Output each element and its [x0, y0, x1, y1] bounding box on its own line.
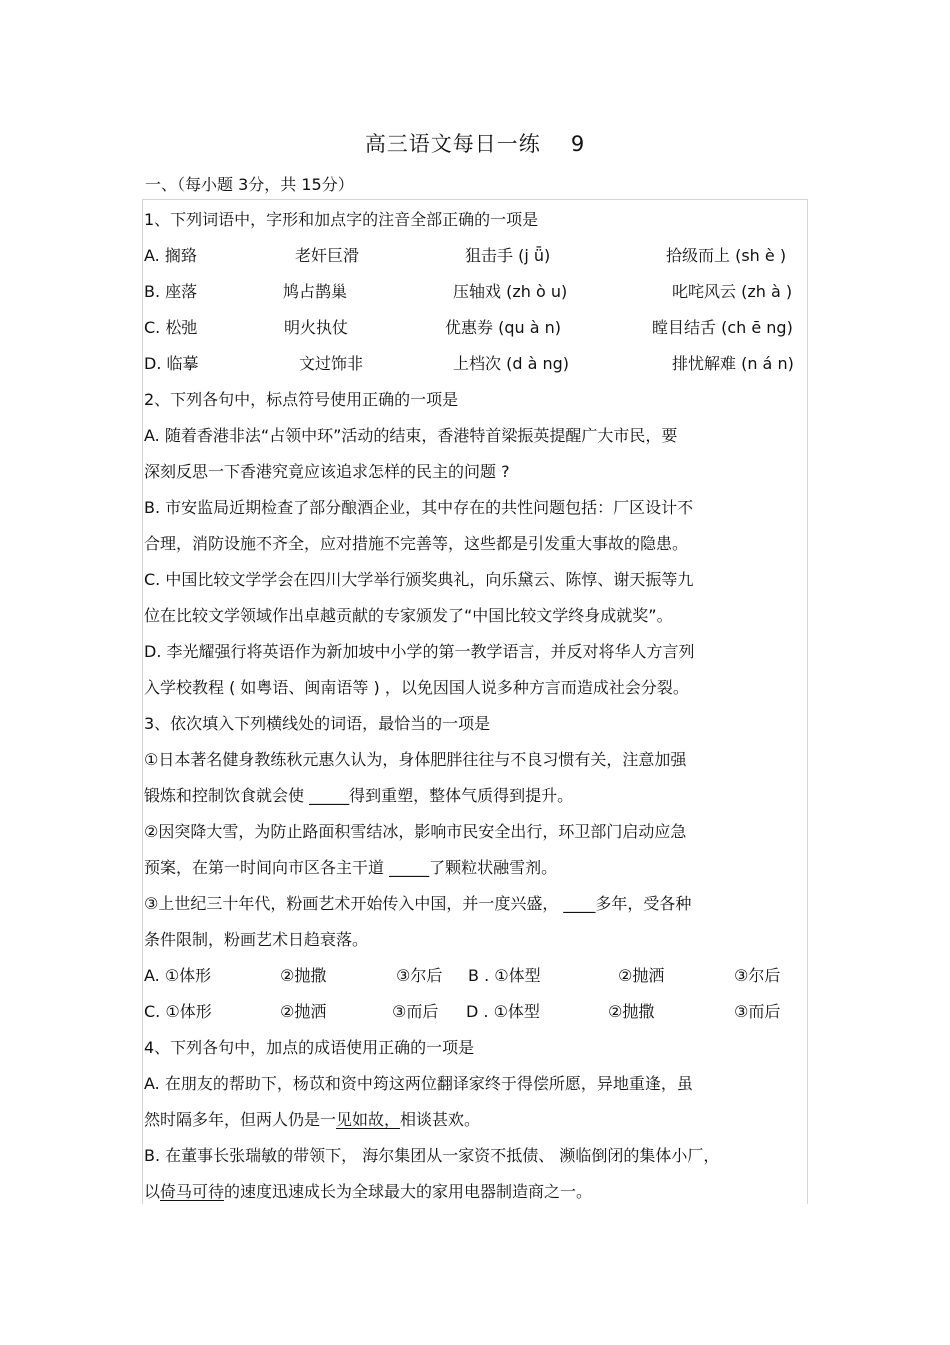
- q1-a-2: 老奸巨滑: [295, 246, 360, 265]
- q3-opt: ③尔后: [734, 966, 781, 985]
- q2-line: C. 中国比较文学学会在四川大学举行颁奖典礼，向乐黛云、陈惇、谢天振等九: [144, 570, 694, 589]
- q3-line: 锻炼和控制饮食就会使 _____得到重塑，整体气质得到提升。: [144, 786, 574, 805]
- q3-opt: D . ①体型: [466, 1002, 540, 1021]
- q4-b-line2: [144, 1181, 592, 1203]
- q3-line: 预案，在第一时间向市区各主干道 _____了颗粒状融雪剂。: [144, 858, 558, 877]
- q3-stem: 3、依次填入下列横线处的词语，最恰当的一项是: [144, 714, 491, 733]
- q4-a-idiom: 见如故，: [336, 1110, 401, 1129]
- q1-d-3: 上档次 (d à ng): [453, 354, 570, 373]
- q4-b-text: 的速度迅速成长为全球最大的家用电器制造商之一。: [224, 1182, 593, 1201]
- q1-d-4: 排忧解难 (n á n): [672, 354, 794, 373]
- q1-a-1: A. 搁臵: [144, 246, 197, 265]
- q2-line: A. 随着香港非法“占领中环”活动的结束，香港特首梁振英提醒广大市民，要: [144, 426, 678, 445]
- q3-opt: ②抛撒: [280, 966, 327, 985]
- q2-line: 入学校教程 ( 如粤语、闽南语等 ) ，以免因国人说多种方言而造成社会分裂。: [144, 678, 689, 697]
- title-text: 高三语文每日一练: [364, 132, 541, 156]
- q1-b-1: B. 座落: [144, 282, 198, 301]
- q2-line: 合理，消防设施不齐全，应对措施不完善等，这些都是引发重大事故的隐患。: [144, 534, 689, 553]
- q1-c-3: 优惠券 (qu à n): [445, 318, 561, 337]
- q2-line: 深刻反思一下香港究竟应该追求怎样的民主的问题 ?: [144, 462, 510, 481]
- q1-a-4: 拾级而上 (sh è ): [666, 246, 787, 265]
- q3-opt: ②抛洒: [280, 1002, 327, 1021]
- q2-line: D. 李光耀强行将英语作为新加坡中小学的第一教学语言，并反对将华人方言列: [144, 642, 695, 661]
- q2-line: 位在比较文学领域作出卓越贡献的专家颁发了“中国比较文学终身成就奖”。: [144, 606, 673, 625]
- section-heading: 一、（每小题 3分，共 15分）: [145, 175, 354, 194]
- q3-line: ①日本著名健身教练秋元惠久认为，身体肥胖往往与不良习惯有关，注意加强: [144, 750, 687, 769]
- q4-b-line: B. 在董事长张瑞敏的带领下， 海尔集团从一家资不抵债、 濒临倒闭的集体小厂，: [144, 1146, 720, 1165]
- q4-a-text: 然时隔多年，但两人仍是一: [144, 1110, 337, 1129]
- q1-b-2: 鸠占鹊巢: [283, 282, 348, 301]
- q1-d-1: D. 临摹: [144, 354, 199, 373]
- q4-b-text: 以: [144, 1182, 161, 1201]
- q3-opt: ③尔后: [396, 966, 443, 985]
- q4-a-text: 相谈甚欢。: [400, 1110, 481, 1129]
- q2-line: B. 市安监局近期检查了部分酿酒企业，其中存在的共性问题包括：厂区设计不: [144, 498, 694, 517]
- page-title: [0, 128, 950, 158]
- q1-c-2: 明火执仗: [284, 318, 349, 337]
- q3-line: 条件限制，粉画艺术日趋衰落。: [144, 930, 369, 949]
- q4-a-line2: [144, 1109, 480, 1131]
- q1-d-2: 文过饰非: [299, 354, 364, 373]
- q1-b-4: 叱咤风云 (zh à ): [672, 282, 793, 301]
- q1-c-4: 瞠目结舌 (ch ē ng): [652, 318, 793, 337]
- q3-opt: ③而后: [392, 1002, 439, 1021]
- title-number: 9: [570, 132, 586, 156]
- q4-b-idiom: 倚马可待: [160, 1182, 225, 1201]
- q1-stem: 1、下列词语中，字形和加点字的注音全部正确的一项是: [144, 210, 539, 229]
- q3-opt: ②抛撒: [608, 1002, 655, 1021]
- q2-stem: 2、下列各句中，标点符号使用正确的一项是: [144, 390, 459, 409]
- q3-opt: ③而后: [734, 1002, 781, 1021]
- q4-stem: 4、下列各句中，加点的成语使用正确的一项是: [144, 1038, 475, 1057]
- q3-opt: B . ①体型: [468, 966, 541, 985]
- q1-a-3: 狙击手 (j ǖ): [465, 246, 551, 265]
- q3-line: ②因突降大雪，为防止路面积雪结冰，影响市民安全出行，环卫部门启动应急: [144, 822, 687, 841]
- q1-b-3: 压轴戏 (zh ò u): [453, 282, 568, 301]
- q3-line: ③上世纪三十年代，粉画艺术开始传入中国，并一度兴盛， ____多年，受各种: [144, 894, 692, 913]
- q3-opt: ②抛洒: [618, 966, 665, 985]
- q4-a-line: A. 在朋友的帮助下，杨苡和资中筠这两位翻译家终于得偿所愿，异地重逢，虽: [144, 1074, 693, 1093]
- q3-opt: C. ①体形: [144, 1002, 212, 1021]
- q3-opt: A. ①体形: [144, 966, 212, 985]
- q1-c-1: C. 松弛: [144, 318, 198, 337]
